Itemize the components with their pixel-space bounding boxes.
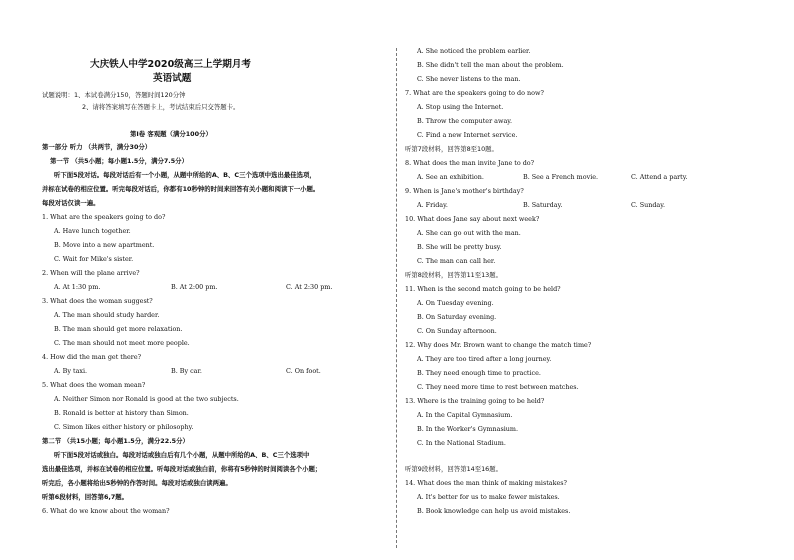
column-divider [396, 48, 397, 548]
option-5a: A. Neither Simon nor Ronald is good at the two subjects. [54, 395, 239, 403]
material-heading-7: 听第7段材料，回答第8至10题。 [405, 145, 498, 153]
question-9: 9. When is Jane's mother's birthday? [405, 187, 524, 195]
question-13: 13. Where is the training going to be held? [405, 397, 545, 405]
section-heading-2: 第二节 （共15小题；每小题1.5分，满分22.5分） [42, 437, 189, 445]
option-11a: A. On Tuesday evening. [417, 299, 494, 307]
option-14b: B. Book knowledge can help us avoid mistakes. [417, 507, 571, 515]
material-heading-8: 听第8段材料，回答第11至13题。 [405, 271, 503, 279]
option-8c: C. Attend a party. [631, 173, 688, 181]
question-7: 7. What are the speakers going to do now? [405, 89, 544, 97]
option-9c: C. Sunday. [631, 201, 666, 209]
material-heading-6: 听第6段材料，回答第6,7题。 [42, 493, 129, 501]
part-heading: 第一部分 听力 （共两节，满分30分） [42, 143, 152, 151]
question-8: 8. What does the man invite Jane to do? [405, 159, 535, 167]
option-8a: A. See an exhibition. [417, 173, 484, 181]
question-5: 5. What does the woman mean? [42, 381, 146, 389]
option-2a: A. At 1:30 pm. [54, 283, 101, 291]
option-13a: A. In the Capital Gymnasium. [417, 411, 513, 419]
question-2: 2. When will the plane arrive? [42, 269, 140, 277]
question-4: 4. How did the man get there? [42, 353, 142, 361]
option-3c: C. The man should not meet more people. [54, 339, 190, 347]
option-10b: B. She will be pretty busy. [417, 243, 502, 251]
instruction-line: 并标在试卷的相应位置。听完每段对话后，你都有10秒钟的时间来回答有关小题和阅读下一小题。 [42, 185, 320, 193]
option-13c: C. In the National Stadium. [417, 439, 506, 447]
option-2b: B. At 2:00 pm. [171, 283, 218, 291]
question-10: 10. What does Jane say about next week? [405, 215, 540, 223]
option-1c: C. Wait for Mike's sister. [54, 255, 134, 263]
instruction-line: 听完后，各小题将给出5秒钟的作答时间。每段对话或独白读两遍。 [42, 479, 232, 487]
option-9b: B. Saturday. [523, 201, 563, 209]
question-1: 1. What are the speakers going to do? [42, 213, 166, 221]
option-1a: A. Have lunch together. [54, 227, 131, 235]
question-3: 3. What does the woman suggest? [42, 297, 153, 305]
option-4b: B. By car. [171, 367, 202, 375]
option-6a: A. She noticed the problem earlier. [417, 47, 531, 55]
option-10c: C. The man can call her. [417, 257, 496, 265]
option-5c: C. Simon likes either history or philosophy. [54, 423, 194, 431]
exam-note-1: 试题说明：1、本试卷满分150，答题时间120分钟 [42, 91, 186, 99]
question-12: 12. Why does Mr. Brown want to change the match time? [405, 341, 592, 349]
option-9a: A. Friday. [417, 201, 448, 209]
material-heading-9: 听第9段材料，回答第14至16题。 [405, 465, 503, 473]
instruction-line: 听下面5段对话。每段对话后有一个小题，从题中所给的A、B、C三个选项中选出最佳选项， [54, 171, 316, 179]
option-10a: A. She can go out with the man. [417, 229, 521, 237]
option-8b: B. See a French movie. [523, 173, 599, 181]
option-3a: A. The man should study harder. [54, 311, 160, 319]
exam-subtitle: 英语试题 [153, 73, 192, 84]
option-7c: C. Find a new Internet service. [417, 131, 518, 139]
instruction-line: 选出最佳选项，并标在试卷的相应位置。听每段对话或独白前，你将有5秒钟的时间阅读各个小题； [42, 465, 322, 473]
option-4c: C. On foot. [286, 367, 321, 375]
option-11b: B. On Saturday evening. [417, 313, 497, 321]
option-12a: A. They are too tired after a long journey. [417, 355, 552, 363]
exam-title: 大庆铁人中学2020级高三上学期月考 [90, 59, 252, 70]
option-3b: B. The man should get more relaxation. [54, 325, 183, 333]
option-1b: B. Move into a new apartment. [54, 241, 155, 249]
option-13b: B. In the Worker's Gymnasium. [417, 425, 518, 433]
option-5b: B. Ronald is better at history than Simon. [54, 409, 189, 417]
option-2c: C. At 2:30 pm. [286, 283, 333, 291]
option-7a: A. Stop using the Internet. [417, 103, 504, 111]
instruction-line: 听下面5段对话或独白。每段对话或独白后有几个小题，从题中所给的A、B、C三个选项中 [54, 451, 310, 459]
section-heading-1: 第一节 （共5小题；每小题1.5分，满分7.5分） [50, 157, 188, 165]
question-6: 6. What do we know about the woman? [42, 507, 170, 515]
option-7b: B. Throw the computer away. [417, 117, 513, 125]
question-11: 11. When is the second match going to be held? [405, 285, 561, 293]
exam-note-2: 2、请将答案填写在答题卡上，考试结束后只交答题卡。 [82, 103, 240, 111]
option-12b: B. They need enough time to practice. [417, 369, 541, 377]
volume-heading: 第Ⅰ卷 客观题（满分100分） [130, 130, 212, 138]
instruction-line: 每段对话仅读一遍。 [42, 199, 100, 207]
option-12c: C. They need more time to rest between matches. [417, 383, 579, 391]
option-4a: A. By taxi. [54, 367, 88, 375]
option-14a: A. It's better for us to make fewer mistakes. [417, 493, 560, 501]
option-11c: C. On Sunday afternoon. [417, 327, 497, 335]
question-14: 14. What does the man think of making mistakes? [405, 479, 567, 487]
option-6c: C. She never listens to the man. [417, 75, 521, 83]
option-6b: B. She didn't tell the man about the problem. [417, 61, 564, 69]
